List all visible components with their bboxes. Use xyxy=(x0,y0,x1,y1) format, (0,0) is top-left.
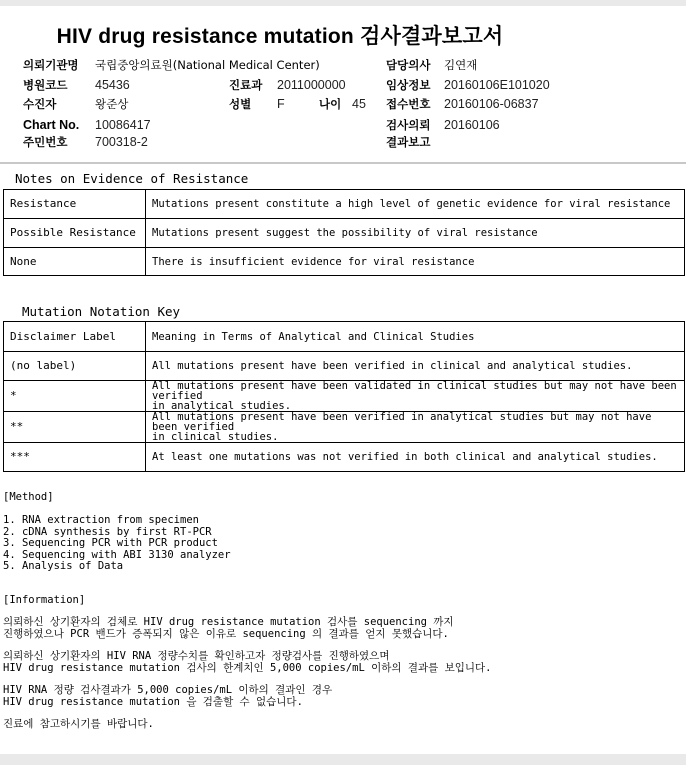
evidence-heading: Notes on Evidence of Resistance xyxy=(15,171,249,186)
list-item: 1. RNA extraction from specimen xyxy=(3,514,199,526)
resident-number-value: 700318-2 xyxy=(95,135,148,149)
info-line: HIV drug resistance mutation 을 검출할 수 없습니다. xyxy=(3,695,303,708)
age-label: 나이 xyxy=(319,97,342,111)
hospital-code-value: 45436 xyxy=(95,78,130,92)
notation-meaning-line: All mutations present have been validated in clinical studies but may not have been verified xyxy=(152,380,677,402)
institution-value: 국립중앙의료원(National Medical Center) xyxy=(95,58,320,72)
notation-meaning-cell xyxy=(146,412,685,443)
notation-header-label: Disclaimer Label xyxy=(4,322,146,352)
age-value: 45 xyxy=(352,97,366,111)
evidence-meaning-cell: Mutations present suggest the possibility of viral resistance xyxy=(146,219,685,248)
evidence-meaning-cell: There is insufficient evidence for viral resistance xyxy=(146,248,685,276)
list-item: 2. cDNA synthesis by first RT-PCR xyxy=(3,525,212,538)
receipt-number-label: 접수번호 xyxy=(386,97,431,111)
sex-value: F xyxy=(277,97,285,111)
information-paragraph-3 xyxy=(3,685,332,708)
info-line: 진행하였으나 PCR 밴드가 증폭되지 않은 이유로 sequencing 의 결과를 얻지 못했습니다. xyxy=(3,627,449,640)
chart-number-label: Chart No. xyxy=(23,118,80,132)
top-border xyxy=(0,0,686,6)
table-row xyxy=(4,381,685,412)
header-divider xyxy=(0,162,686,164)
table-row xyxy=(4,219,685,248)
notation-meaning-line: in clinical studies. xyxy=(152,431,279,443)
notation-meaning-line: All mutations present have been verified in clinical and analytical studies. xyxy=(152,360,633,372)
list-item: 4. Sequencing with ABI 3130 analyzer xyxy=(3,548,231,561)
notation-label-cell: *** xyxy=(4,443,146,472)
info-line: HIV RNA 정량 검사결과가 5,000 copies/mL 이하의 결과인 경우 xyxy=(3,684,333,696)
chart-number-value: 10086417 xyxy=(95,118,151,132)
method-steps xyxy=(3,515,231,573)
clinical-info-label: 임상정보 xyxy=(386,78,431,92)
sex-label: 성별 xyxy=(229,97,252,111)
information-paragraph-4 xyxy=(3,719,154,731)
table-row xyxy=(4,248,685,276)
notation-meaning-cell xyxy=(146,352,685,381)
info-line: 의뢰하신 상기환자의 검체로 HIV drug resistance mutation 검사를 sequencing 까지 xyxy=(3,616,454,628)
notation-label-cell: * xyxy=(4,381,146,412)
evidence-table xyxy=(3,189,685,276)
report-title: HIV drug resistance mutation 검사결과보고서 xyxy=(56,25,504,48)
table-row xyxy=(4,412,685,443)
evidence-label-cell: Possible Resistance xyxy=(4,219,146,248)
notation-table xyxy=(3,321,685,472)
evidence-label-cell: None xyxy=(4,248,146,276)
notation-heading: Mutation Notation Key xyxy=(22,304,181,319)
request-date-label: 검사의뢰 xyxy=(386,118,431,132)
notation-meaning-line: All mutations present have been verified in analytical studies but may not have been verified xyxy=(152,411,652,433)
info-line: 진료에 참고하시기를 바랍니다. xyxy=(3,718,154,730)
resident-number-label: 주민번호 xyxy=(23,135,68,149)
hospital-code-label: 병원코드 xyxy=(23,78,68,92)
report-date-label: 결과보고 xyxy=(386,135,431,149)
notation-meaning-cell xyxy=(146,443,685,472)
bottom-border xyxy=(0,754,686,765)
notation-meaning-line: At least one mutations was not verified in both clinical and analytical studies. xyxy=(152,451,658,463)
notation-meaning-cell xyxy=(146,381,685,412)
patient-value: 왕준상 xyxy=(95,97,129,111)
receipt-number-value: 20160106-06837 xyxy=(444,97,539,111)
method-heading: [Method] xyxy=(3,491,54,503)
department-value: 2011000000 xyxy=(277,78,346,92)
info-line: HIV drug resistance mutation 검사의 한계치인 5,000 copies/mL 이하의 결과를 보입니다. xyxy=(3,661,492,674)
request-date-value: 20160106 xyxy=(444,118,500,132)
information-paragraph-2 xyxy=(3,651,492,674)
notation-meaning-line: in analytical studies. xyxy=(152,400,292,412)
table-row xyxy=(4,190,685,219)
info-line: 의뢰하신 상기환자의 HIV RNA 정량수치를 확인하고자 정량검사를 진행하였으며 xyxy=(3,650,390,662)
evidence-meaning-cell: Mutations present constitute a high level of genetic evidence for viral resistance xyxy=(146,190,685,219)
table-row xyxy=(4,352,685,381)
doctor-label: 담당의사 xyxy=(386,58,431,72)
table-row xyxy=(4,322,685,352)
doctor-value: 김연재 xyxy=(444,58,478,72)
notation-label-cell: ** xyxy=(4,412,146,443)
information-paragraph-1 xyxy=(3,617,454,640)
department-label: 진료과 xyxy=(229,78,263,92)
clinical-info-value: 20160106E101020 xyxy=(444,78,550,92)
list-item: 3. Sequencing PCR with PCR product xyxy=(3,537,218,549)
patient-label: 수진자 xyxy=(23,97,57,111)
notation-label-cell: (no label) xyxy=(4,352,146,381)
list-item: 5. Analysis of Data xyxy=(3,560,124,572)
notation-header-meaning: Meaning in Terms of Analytical and Clinical Studies xyxy=(146,322,685,352)
information-heading: [Information] xyxy=(3,594,86,606)
institution-label: 의뢰기관명 xyxy=(23,58,79,72)
table-row xyxy=(4,443,685,472)
evidence-label-cell: Resistance xyxy=(4,190,146,219)
